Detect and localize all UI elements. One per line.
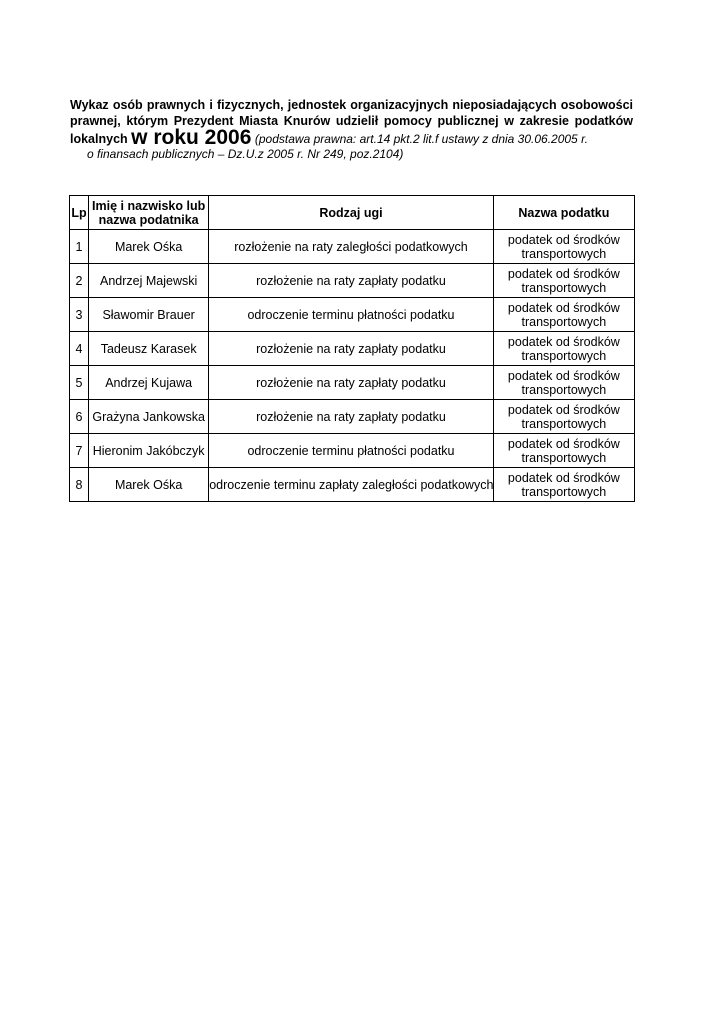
- row-kind: rozłożenie na raty zapłaty podatku: [209, 400, 494, 434]
- row-kind: rozłożenie na raty zapłaty podatku: [209, 264, 494, 298]
- table-row: [70, 400, 635, 434]
- header-name-line-2: nazwa podatnika: [98, 212, 199, 227]
- row-kind: rozłożenie na raty zapłaty podatku: [209, 366, 494, 400]
- row-lp: 2: [70, 264, 89, 298]
- table-row: [70, 468, 635, 502]
- row-tax-line-2: transportowych: [521, 382, 607, 397]
- row-lp: 6: [70, 400, 89, 434]
- row-name: Tadeusz Karasek: [89, 332, 209, 366]
- row-lp: 7: [70, 434, 89, 468]
- row-tax-line-1: podatek od środków: [507, 266, 620, 281]
- heading-line-1: Wykaz osób prawnych i fizycznych, jednostek organizacyjnych nieposiadających osobowości: [70, 98, 633, 112]
- row-name: Marek Ośka: [89, 230, 209, 264]
- row-tax-line-1: podatek od środków: [507, 436, 620, 451]
- row-name: Andrzej Kujawa: [89, 366, 209, 400]
- row-tax-line-1: podatek od środków: [507, 368, 620, 383]
- row-name: Grażyna Jankowska: [89, 400, 209, 434]
- header-lp: Lp: [70, 196, 89, 230]
- table-row: [70, 366, 635, 400]
- header-name-line-1: Imię i nazwisko lub: [92, 198, 206, 213]
- table-header-row: [70, 196, 635, 230]
- row-tax-line-2: transportowych: [521, 484, 607, 499]
- row-tax-line-2: transportowych: [521, 280, 607, 295]
- row-tax: [493, 230, 634, 264]
- row-tax: [493, 298, 634, 332]
- row-kind: odroczenie terminu płatności podatku: [209, 298, 494, 332]
- row-tax-line-2: transportowych: [521, 246, 607, 261]
- row-tax: [493, 400, 634, 434]
- header-tax: Nazwa podatku: [493, 196, 634, 230]
- table-row: [70, 230, 635, 264]
- heading-line-3-start: lokalnych: [70, 132, 128, 146]
- heading-year: w roku 2006: [131, 126, 252, 149]
- table-row: [70, 298, 635, 332]
- row-kind: odroczenie terminu płatności podatku: [209, 434, 494, 468]
- row-lp: 3: [70, 298, 89, 332]
- row-lp: 5: [70, 366, 89, 400]
- header-name: [89, 196, 209, 230]
- row-tax: [493, 264, 634, 298]
- row-kind: odroczenie terminu zapłaty zaległości podatkowych: [209, 468, 494, 502]
- header-kind: Rodzaj ugi: [209, 196, 494, 230]
- row-tax: [493, 366, 634, 400]
- document-heading: [70, 97, 633, 162]
- row-tax-line-1: podatek od środków: [507, 334, 620, 349]
- row-tax-line-1: podatek od środków: [507, 470, 620, 485]
- row-lp: 1: [70, 230, 89, 264]
- heading-line-2: prawnej, którym Prezydent Miasta Knurów udzielił pomocy publicznej w zakresie podatków: [70, 114, 633, 128]
- heading-line-3: [70, 126, 633, 149]
- aid-recipients-table: [69, 195, 635, 502]
- row-tax-line-1: podatek od środków: [507, 402, 620, 417]
- table-row: [70, 264, 635, 298]
- row-tax-line-2: transportowych: [521, 314, 607, 329]
- row-name: Sławomir Brauer: [89, 298, 209, 332]
- row-tax-line-1: podatek od środków: [507, 232, 620, 247]
- row-tax: [493, 468, 634, 502]
- row-tax-line-2: transportowych: [521, 416, 607, 431]
- row-lp: 4: [70, 332, 89, 366]
- row-kind: rozłożenie na raty zapłaty podatku: [209, 332, 494, 366]
- row-tax-line-2: transportowych: [521, 450, 607, 465]
- row-name: Andrzej Majewski: [89, 264, 209, 298]
- table-row: [70, 434, 635, 468]
- heading-line-4: o finansach publicznych – Dz.U.z 2005 r. Nr 249, poz.2104): [87, 147, 404, 161]
- heading-legal-basis: (podstawa prawna: art.14 pkt.2 lit.f ustawy z dnia 30.06.2005 r.: [254, 132, 588, 146]
- row-name: Hieronim Jakóbczyk: [89, 434, 209, 468]
- row-name: Marek Ośka: [89, 468, 209, 502]
- row-tax-line-2: transportowych: [521, 348, 607, 363]
- table-row: [70, 332, 635, 366]
- row-kind: rozłożenie na raty zaległości podatkowych: [209, 230, 494, 264]
- row-tax: [493, 332, 634, 366]
- row-lp: 8: [70, 468, 89, 502]
- row-tax-line-1: podatek od środków: [507, 300, 620, 315]
- row-tax: [493, 434, 634, 468]
